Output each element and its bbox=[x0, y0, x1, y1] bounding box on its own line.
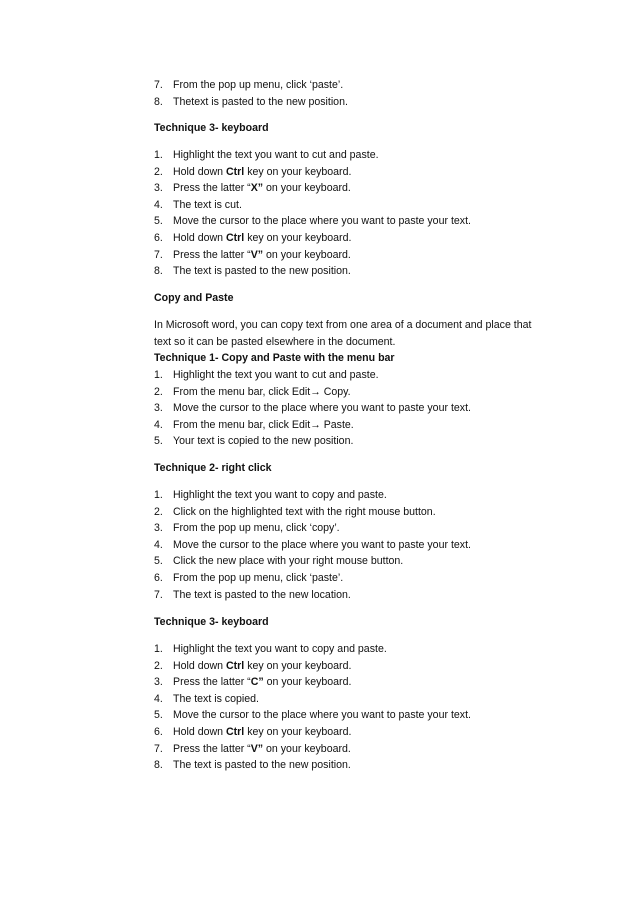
list-text bbox=[173, 164, 351, 181]
text-run: Highlight the text you want to cut and paste. bbox=[173, 149, 379, 161]
list-number: 1. bbox=[154, 643, 163, 655]
text-run: Hold down bbox=[173, 659, 226, 672]
numbered-list bbox=[154, 487, 574, 603]
list-text bbox=[173, 77, 343, 94]
list-item bbox=[154, 247, 574, 264]
list-text bbox=[173, 553, 403, 570]
text-run: on your keyboard. bbox=[263, 676, 352, 689]
list-item bbox=[154, 587, 574, 604]
list-number: 8. bbox=[154, 265, 163, 278]
text-run: key on your keyboard. bbox=[244, 725, 352, 738]
list-item bbox=[154, 94, 574, 111]
text-run: Press the latter “ bbox=[173, 676, 251, 689]
list-item bbox=[154, 180, 574, 197]
text-run: Move the cursor to the place where you want to paste your text. bbox=[173, 215, 471, 228]
list-item bbox=[154, 384, 574, 401]
heading-text: Technique 1- Copy and Paste with the menu bar bbox=[154, 352, 395, 364]
list-item bbox=[154, 691, 574, 708]
list-item bbox=[154, 674, 574, 691]
bold-text: Ctrl bbox=[226, 659, 245, 672]
list-item bbox=[154, 400, 574, 417]
list-number: 8. bbox=[154, 759, 163, 772]
heading-text: Technique 3- keyboard bbox=[154, 122, 269, 134]
list-item bbox=[154, 263, 574, 280]
list-text bbox=[173, 757, 351, 774]
text-run: From the pop up menu, click ‘copy’. bbox=[173, 522, 340, 535]
list-number: 5. bbox=[154, 555, 163, 568]
heading-text: Copy and Paste bbox=[154, 292, 234, 304]
list-text bbox=[173, 180, 351, 197]
list-item bbox=[154, 553, 574, 570]
list-text bbox=[173, 537, 471, 554]
list-text bbox=[173, 417, 354, 434]
list-text bbox=[173, 197, 242, 214]
list-item bbox=[154, 487, 574, 504]
text-run: The text is pasted to the new position. bbox=[173, 265, 351, 278]
list-number: 3. bbox=[154, 522, 163, 535]
list-number: 1. bbox=[154, 489, 163, 501]
list-number: 4. bbox=[154, 538, 163, 551]
list-text bbox=[173, 658, 351, 675]
bold-text: V” bbox=[250, 742, 264, 755]
list-text bbox=[173, 487, 387, 504]
list-text bbox=[173, 230, 351, 247]
list-item bbox=[154, 504, 574, 521]
list-number: 1. bbox=[154, 369, 163, 381]
list-item bbox=[154, 520, 574, 537]
list-text bbox=[173, 724, 351, 741]
text-run: Thetext is pasted to the new position. bbox=[173, 95, 348, 108]
list-text bbox=[173, 520, 340, 537]
text-run: key on your keyboard. bbox=[244, 659, 352, 672]
bold-text: Ctrl bbox=[226, 231, 245, 244]
list-item bbox=[154, 724, 574, 741]
text-run: Move the cursor to the place where you want to paste your text. bbox=[173, 709, 471, 722]
list-number: 8. bbox=[154, 95, 163, 108]
list-text bbox=[173, 691, 259, 708]
list-item bbox=[154, 741, 574, 758]
text-run: Hold down bbox=[173, 231, 226, 244]
text-run: on your keyboard. bbox=[263, 742, 351, 755]
list-item bbox=[154, 433, 574, 450]
text-run: Press the latter “ bbox=[173, 742, 251, 755]
list-number: 2. bbox=[154, 659, 163, 672]
numbered-list bbox=[154, 367, 574, 450]
list-text bbox=[173, 263, 351, 280]
list-number: 1. bbox=[154, 149, 163, 161]
section-heading bbox=[154, 460, 574, 477]
section-heading bbox=[154, 120, 574, 137]
list-text bbox=[173, 94, 348, 111]
list-text bbox=[173, 570, 343, 587]
heading-text: Technique 2- right click bbox=[154, 462, 272, 474]
text-run: on your keyboard. bbox=[263, 182, 351, 195]
list-number: 3. bbox=[154, 676, 163, 689]
numbered-list bbox=[154, 77, 574, 110]
paragraph-line: In Microsoft word, you can copy text from one area of a document and place that bbox=[154, 319, 532, 331]
list-item bbox=[154, 367, 574, 384]
list-number: 6. bbox=[154, 231, 163, 244]
text-run: Highlight the text you want to copy and paste. bbox=[173, 489, 387, 501]
section-heading bbox=[154, 290, 574, 307]
list-text bbox=[173, 147, 379, 164]
list-number: 7. bbox=[154, 248, 163, 261]
text-run: Your text is copied to the new position. bbox=[173, 435, 354, 448]
list-number: 5. bbox=[154, 435, 163, 448]
list-item bbox=[154, 164, 574, 181]
numbered-list bbox=[154, 641, 574, 774]
list-item bbox=[154, 230, 574, 247]
list-item bbox=[154, 658, 574, 675]
list-item bbox=[154, 417, 574, 434]
list-item bbox=[154, 537, 574, 554]
text-run: Highlight the text you want to cut and paste. bbox=[173, 369, 379, 381]
list-text bbox=[173, 504, 436, 521]
list-item bbox=[154, 213, 574, 230]
list-item bbox=[154, 570, 574, 587]
list-text bbox=[173, 367, 379, 384]
list-number: 2. bbox=[154, 385, 163, 398]
list-text bbox=[173, 707, 471, 724]
list-text bbox=[173, 587, 351, 604]
section-heading bbox=[154, 614, 574, 631]
section-heading bbox=[154, 350, 574, 367]
list-number: 6. bbox=[154, 571, 163, 584]
text-run: Hold down bbox=[173, 725, 226, 738]
list-text bbox=[173, 400, 471, 417]
list-number: 7. bbox=[154, 588, 163, 601]
list-number: 3. bbox=[154, 402, 163, 415]
text-run: From the menu bar, click Edit→ Paste. bbox=[173, 418, 354, 431]
bold-text: V” bbox=[250, 248, 264, 261]
list-item bbox=[154, 641, 574, 658]
text-run: The text is pasted to the new position. bbox=[173, 759, 351, 772]
text-run: Click on the highlighted text with the right mouse button. bbox=[173, 505, 436, 518]
bold-text: Ctrl bbox=[226, 165, 245, 178]
list-number: 4. bbox=[154, 418, 163, 431]
list-text bbox=[173, 433, 353, 450]
text-run: Hold down bbox=[173, 165, 226, 178]
list-text bbox=[173, 741, 351, 758]
text-run: Move the cursor to the place where you want to paste your text. bbox=[173, 402, 471, 415]
list-number: 6. bbox=[154, 725, 163, 738]
list-item bbox=[154, 147, 574, 164]
list-text bbox=[173, 674, 351, 691]
list-item bbox=[154, 707, 574, 724]
list-text bbox=[173, 247, 351, 264]
paragraph bbox=[154, 317, 574, 350]
text-run: key on your keyboard. bbox=[244, 165, 352, 178]
text-run: Highlight the text you want to copy and paste. bbox=[173, 643, 387, 655]
text-run: The text is copied. bbox=[173, 692, 259, 705]
list-number: 2. bbox=[154, 505, 163, 518]
text-run: Click the new place with your right mouse button. bbox=[173, 555, 404, 568]
list-number: 4. bbox=[154, 692, 163, 705]
list-text bbox=[173, 384, 351, 401]
list-number: 4. bbox=[154, 198, 163, 211]
list-text bbox=[173, 213, 471, 230]
numbered-list bbox=[154, 147, 574, 280]
text-run: From the pop up menu, click ‘paste’. bbox=[173, 571, 344, 584]
bold-text: Ctrl bbox=[226, 725, 245, 738]
text-run: From the pop up menu, click ‘paste’. bbox=[173, 79, 344, 91]
text-run: The text is pasted to the new location. bbox=[173, 588, 351, 601]
paragraph-line: text so it can be pasted elsewhere in the document. bbox=[154, 335, 396, 348]
list-number: 7. bbox=[154, 79, 163, 91]
list-text bbox=[173, 641, 387, 658]
text-run: on your keyboard. bbox=[263, 248, 351, 261]
text-run: key on your keyboard. bbox=[244, 231, 352, 244]
text-run: Move the cursor to the place where you want to paste your text. bbox=[173, 538, 471, 551]
list-number: 7. bbox=[154, 742, 163, 755]
text-run: From the menu bar, click Edit→ Copy. bbox=[173, 385, 351, 398]
list-number: 5. bbox=[154, 709, 163, 722]
list-number: 5. bbox=[154, 215, 163, 228]
bold-text: C” bbox=[250, 676, 264, 689]
heading-text: Technique 3- keyboard bbox=[154, 616, 269, 628]
list-item bbox=[154, 757, 574, 774]
text-run: The text is cut. bbox=[173, 198, 242, 211]
text-run: Press the latter “ bbox=[173, 248, 251, 261]
text-run: Press the latter “ bbox=[173, 182, 251, 195]
list-item bbox=[154, 77, 574, 94]
bold-text: X” bbox=[250, 182, 264, 195]
list-number: 2. bbox=[154, 165, 163, 178]
list-item bbox=[154, 197, 574, 214]
list-number: 3. bbox=[154, 182, 163, 195]
